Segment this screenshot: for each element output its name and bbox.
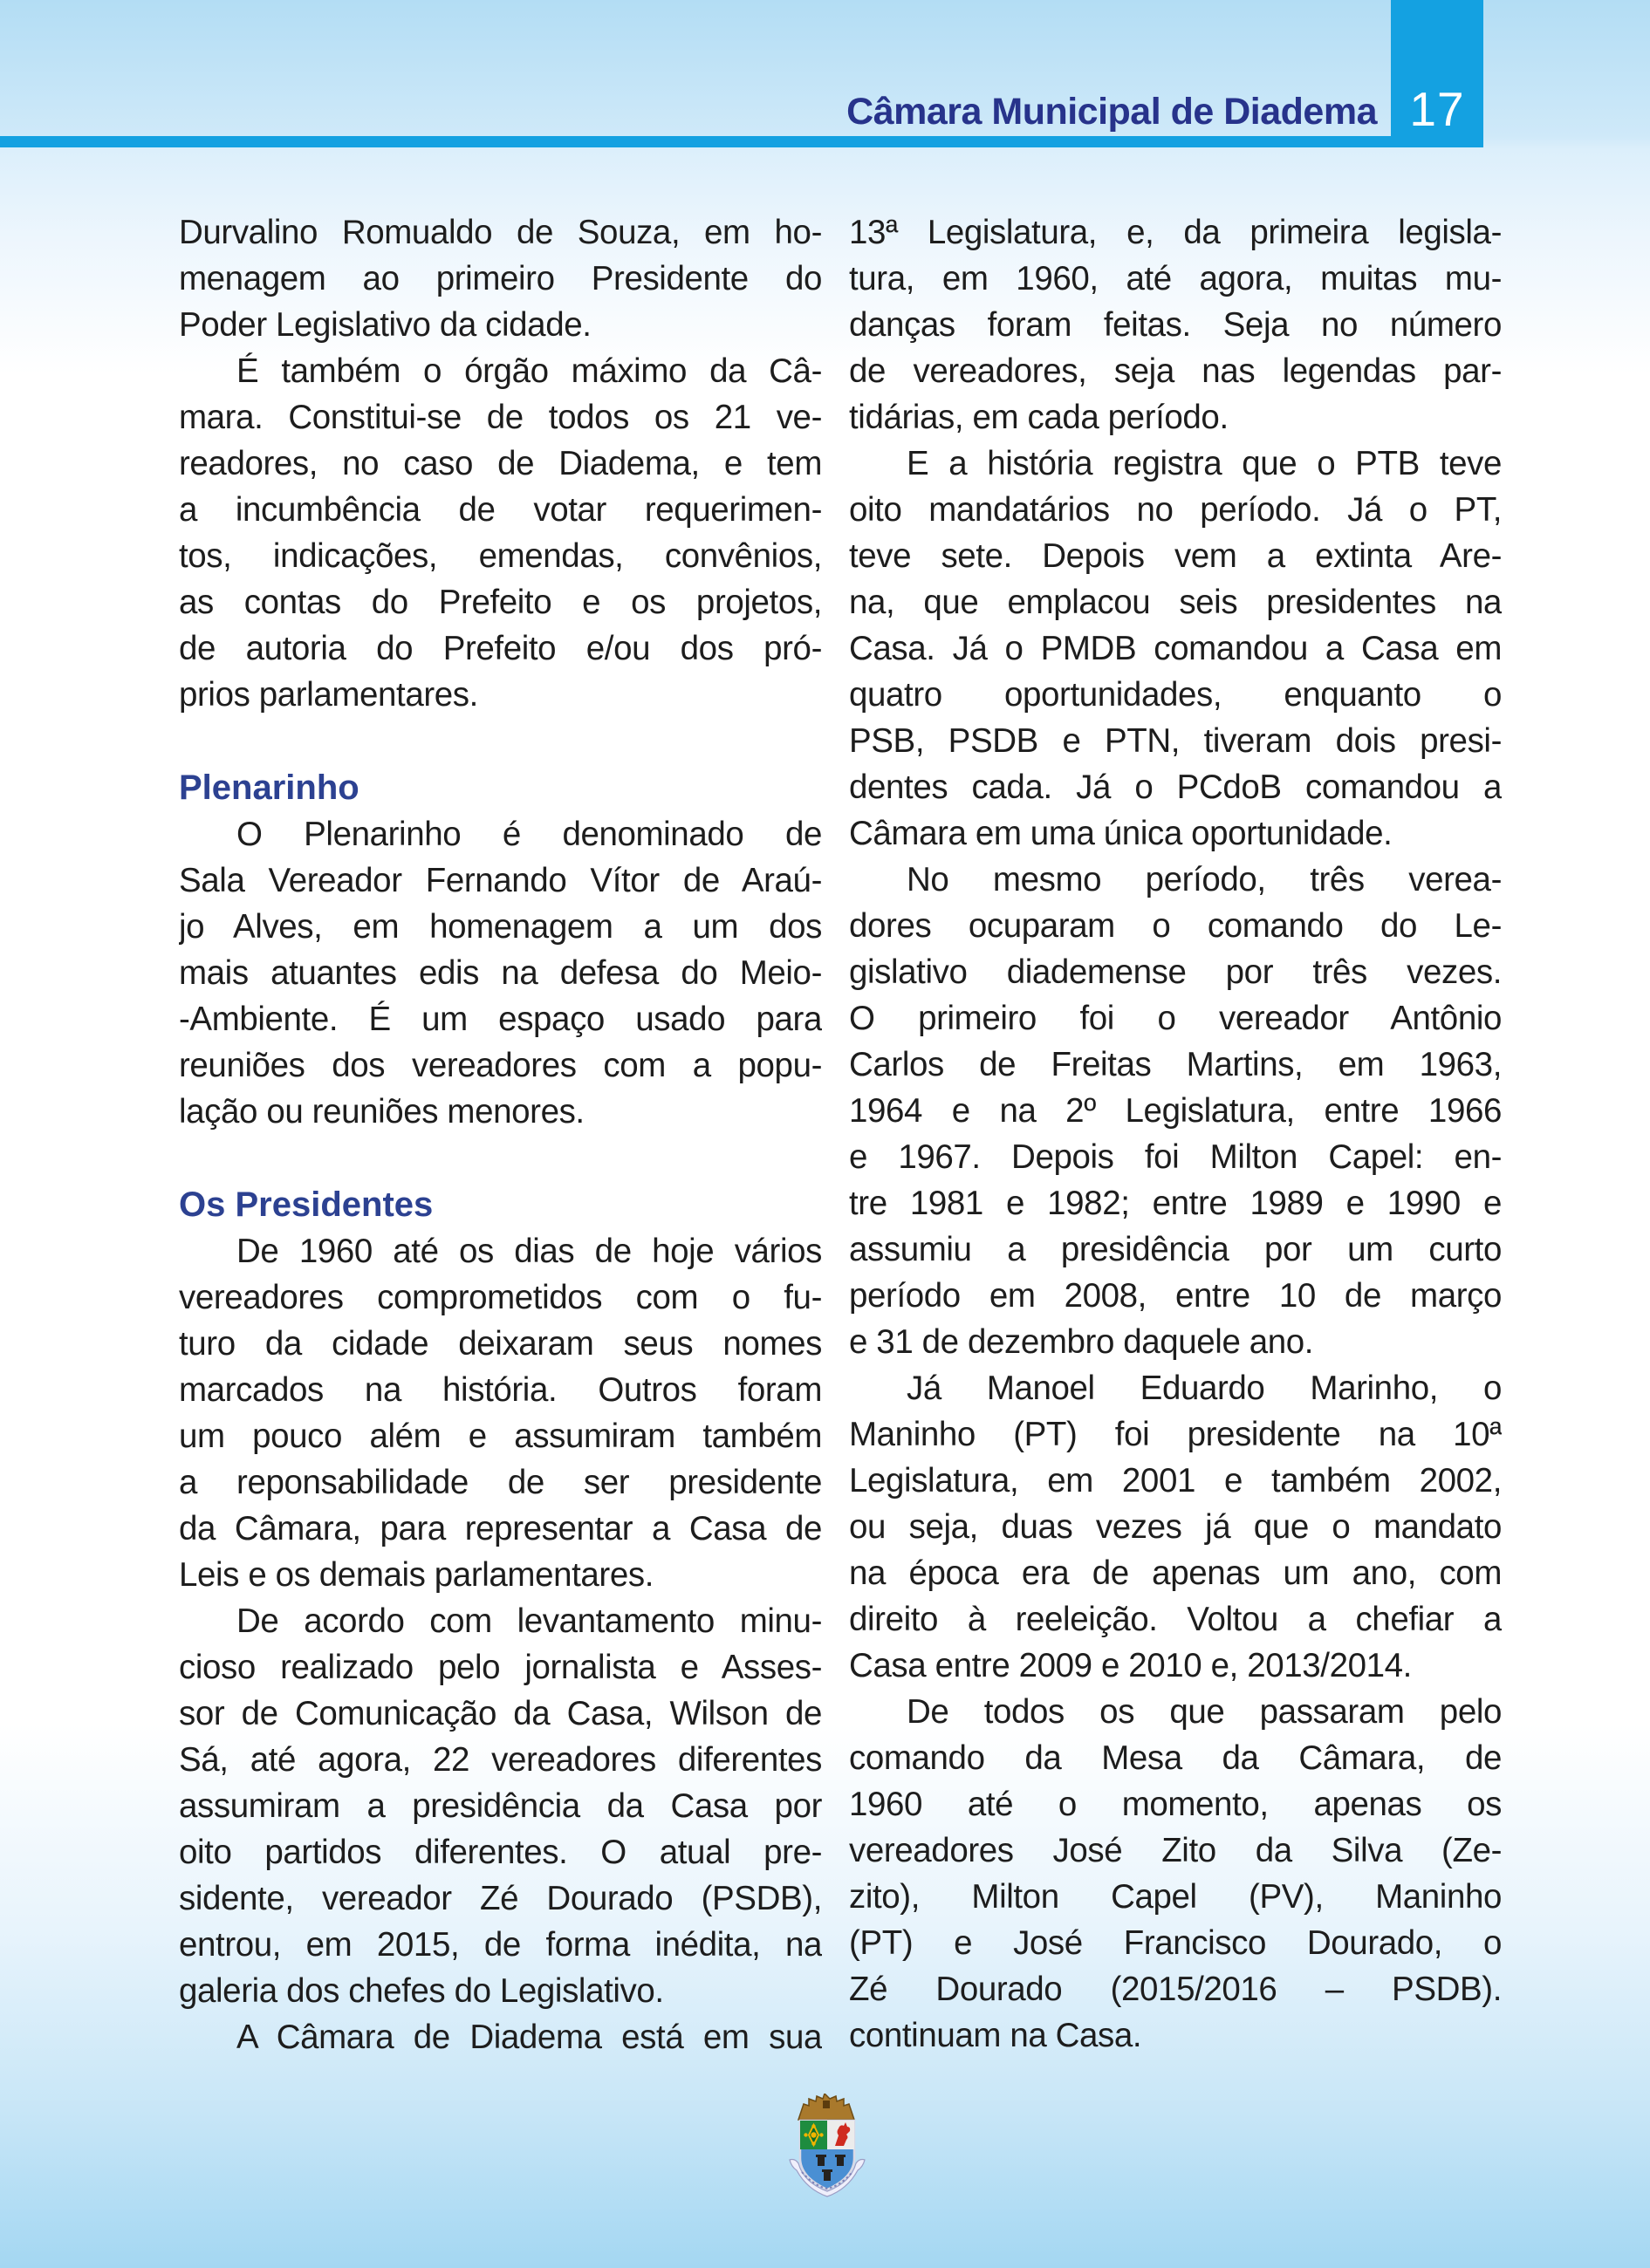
- text-line: dores ocuparam o comando do Le-: [849, 907, 1502, 945]
- text-line: Carlos de Freitas Martins, em 1963,: [849, 1046, 1502, 1083]
- text-line: Sala Vereador Fernando Vítor de Araú-: [179, 862, 822, 899]
- text-line: zito), Milton Capel (PV), Maninho: [849, 1878, 1502, 1916]
- text-line: assumiu a presidência por um curto: [849, 1231, 1502, 1268]
- page-number-bar: [1391, 0, 1483, 147]
- text-line: (PT) e José Francisco Dourado, o: [849, 1924, 1502, 1962]
- text-line: direito à reeleição. Voltou a chefiar a: [849, 1601, 1502, 1638]
- text-line: entrou, em 2015, de forma inédita, na: [179, 1926, 822, 1964]
- text-line: na, que emplacou seis presidentes na: [849, 584, 1502, 621]
- text-line: Poder Legislativo da cidade.: [179, 306, 592, 344]
- text-line: A Câmara de Diadema está em sua: [236, 2019, 822, 2056]
- text-line: marcados na história. Outros foram: [179, 1371, 822, 1409]
- text-line: período em 2008, entre 10 de março: [849, 1277, 1502, 1315]
- text-line: e 1967. Depois foi Milton Capel: en-: [849, 1138, 1502, 1176]
- text-line: Câmara em uma única oportunidade.: [849, 815, 1393, 852]
- text-line: Durvalino Romualdo de Souza, em ho-: [179, 214, 822, 251]
- text-line: É também o órgão máximo da Câ-: [236, 352, 822, 390]
- text-line: prios parlamentares.: [179, 676, 478, 714]
- text-line: tos, indicações, emendas, convênios,: [179, 537, 822, 575]
- text-line: vereadores José Zito da Silva (Ze-: [849, 1832, 1502, 1869]
- text-line: danças foram feitas. Seja no número: [849, 306, 1502, 344]
- text-line: Casa. Já o PMDB comandou a Casa em: [849, 630, 1502, 667]
- text-line: E a história registra que o PTB teve: [907, 445, 1502, 482]
- text-line: tre 1981 e 1982; entre 1989 e 1990 e: [849, 1185, 1502, 1222]
- text-line: galeria dos chefes do Legislativo.: [179, 1972, 664, 2010]
- text-line: O Plenarinho é denominado de: [236, 816, 822, 853]
- text-line: Maninho (PT) foi presidente na 10ª: [849, 1416, 1502, 1453]
- right-column: [849, 209, 1502, 2059]
- header-divider-stripe: [0, 136, 1391, 147]
- text-line: readores, no caso de Diadema, e tem: [179, 445, 822, 482]
- text-line: turo da cidade deixaram seus nomes: [179, 1325, 822, 1363]
- text-line: Sá, até agora, 22 vereadores diferentes: [179, 1741, 822, 1779]
- text-line: tidárias, em cada período.: [849, 399, 1229, 436]
- text-line: as contas do Prefeito e os projetos,: [179, 584, 822, 621]
- text-line: menagem ao primeiro Presidente do: [179, 260, 822, 297]
- text-line: O primeiro foi o vereador Antônio: [849, 1000, 1502, 1037]
- text-line: assumiram a presidência da Casa por: [179, 1787, 822, 1825]
- text-line: um pouco além e assumiram também: [179, 1418, 822, 1455]
- page-title: Câmara Municipal de Diadema: [846, 91, 1377, 133]
- text-line: da Câmara, para representar a Casa de: [179, 1510, 822, 1547]
- text-line: Leis e os demais parlamentares.: [179, 1556, 654, 1594]
- text-line: De acordo com levantamento minu-: [236, 1602, 822, 1640]
- text-line: reuniões dos vereadores com a popu-: [179, 1047, 822, 1084]
- text-line: -Ambiente. É um espaço usado para: [179, 1001, 822, 1038]
- text-line: teve sete. Depois vem a extinta Are-: [849, 537, 1502, 575]
- text-line: na época era de apenas um ano, com: [849, 1554, 1502, 1592]
- text-line: de autoria do Prefeito e/ou dos pró-: [179, 630, 822, 667]
- diadema-coat-of-arms: [786, 2094, 868, 2202]
- text-line: De todos os que passaram pelo: [907, 1693, 1502, 1731]
- text-line: 1964 e na 2º Legislatura, entre 1966: [849, 1092, 1502, 1130]
- text-line: 13ª Legislatura, e, da primeira legisla-: [849, 214, 1502, 251]
- text-line: Casa entre 2009 e 2010 e, 2013/2014.: [849, 1647, 1412, 1684]
- left-column: [179, 209, 822, 2060]
- text-line: quatro oportunidades, enquanto o: [849, 676, 1502, 714]
- section-heading: Plenarinho: [179, 769, 359, 807]
- text-line: tura, em 1960, até agora, muitas mu-: [849, 260, 1502, 297]
- text-line: mara. Constitui-se de todos os 21 ve-: [179, 399, 822, 436]
- text-line: De 1960 até os dias de hoje vários: [236, 1233, 822, 1270]
- text-line: Zé Dourado (2015/2016 – PSDB).: [849, 1971, 1502, 2008]
- text-line: cioso realizado pelo jornalista e Asses-: [179, 1649, 822, 1686]
- text-line: jo Alves, em homenagem a um dos: [179, 908, 822, 946]
- text-line: e 31 de dezembro daquele ano.: [849, 1323, 1314, 1361]
- text-line: ou seja, duas vezes já que o mandato: [849, 1508, 1502, 1546]
- text-line: comando da Mesa da Câmara, de: [849, 1739, 1502, 1777]
- text-line: sor de Comunicação da Casa, Wilson de: [179, 1695, 822, 1732]
- text-line: Legislatura, em 2001 e também 2002,: [849, 1462, 1502, 1499]
- text-line: sidente, vereador Zé Dourado (PSDB),: [179, 1880, 822, 1917]
- text-line: oito partidos diferentes. O atual pre-: [179, 1834, 822, 1871]
- text-line: a reponsabilidade de ser presidente: [179, 1464, 822, 1501]
- text-line: continuam na Casa.: [849, 2017, 1142, 2054]
- text-line: No mesmo período, três verea-: [907, 861, 1502, 898]
- text-line: oito mandatários no período. Já o PT,: [849, 491, 1502, 529]
- text-line: mais atuantes edis na defesa do Meio-: [179, 954, 822, 992]
- section-heading: Os Presidentes: [179, 1185, 434, 1224]
- text-line: PSB, PSDB e PTN, tiveram dois presi-: [849, 722, 1502, 760]
- text-line: vereadores comprometidos com o fu-: [179, 1279, 822, 1316]
- text-line: Já Manoel Eduardo Marinho, o: [907, 1370, 1502, 1407]
- text-line: 1960 até o momento, apenas os: [849, 1786, 1502, 1823]
- text-line: de vereadores, seja nas legendas par-: [849, 352, 1502, 390]
- text-line: gislativo diademense por três vezes.: [849, 953, 1502, 991]
- page-number: 17: [1409, 82, 1465, 136]
- text-line: dentes cada. Já o PCdoB comandou a: [849, 769, 1502, 806]
- text-line: a incumbência de votar requerimen-: [179, 491, 822, 529]
- text-line: lação ou reuniões menores.: [179, 1093, 585, 1131]
